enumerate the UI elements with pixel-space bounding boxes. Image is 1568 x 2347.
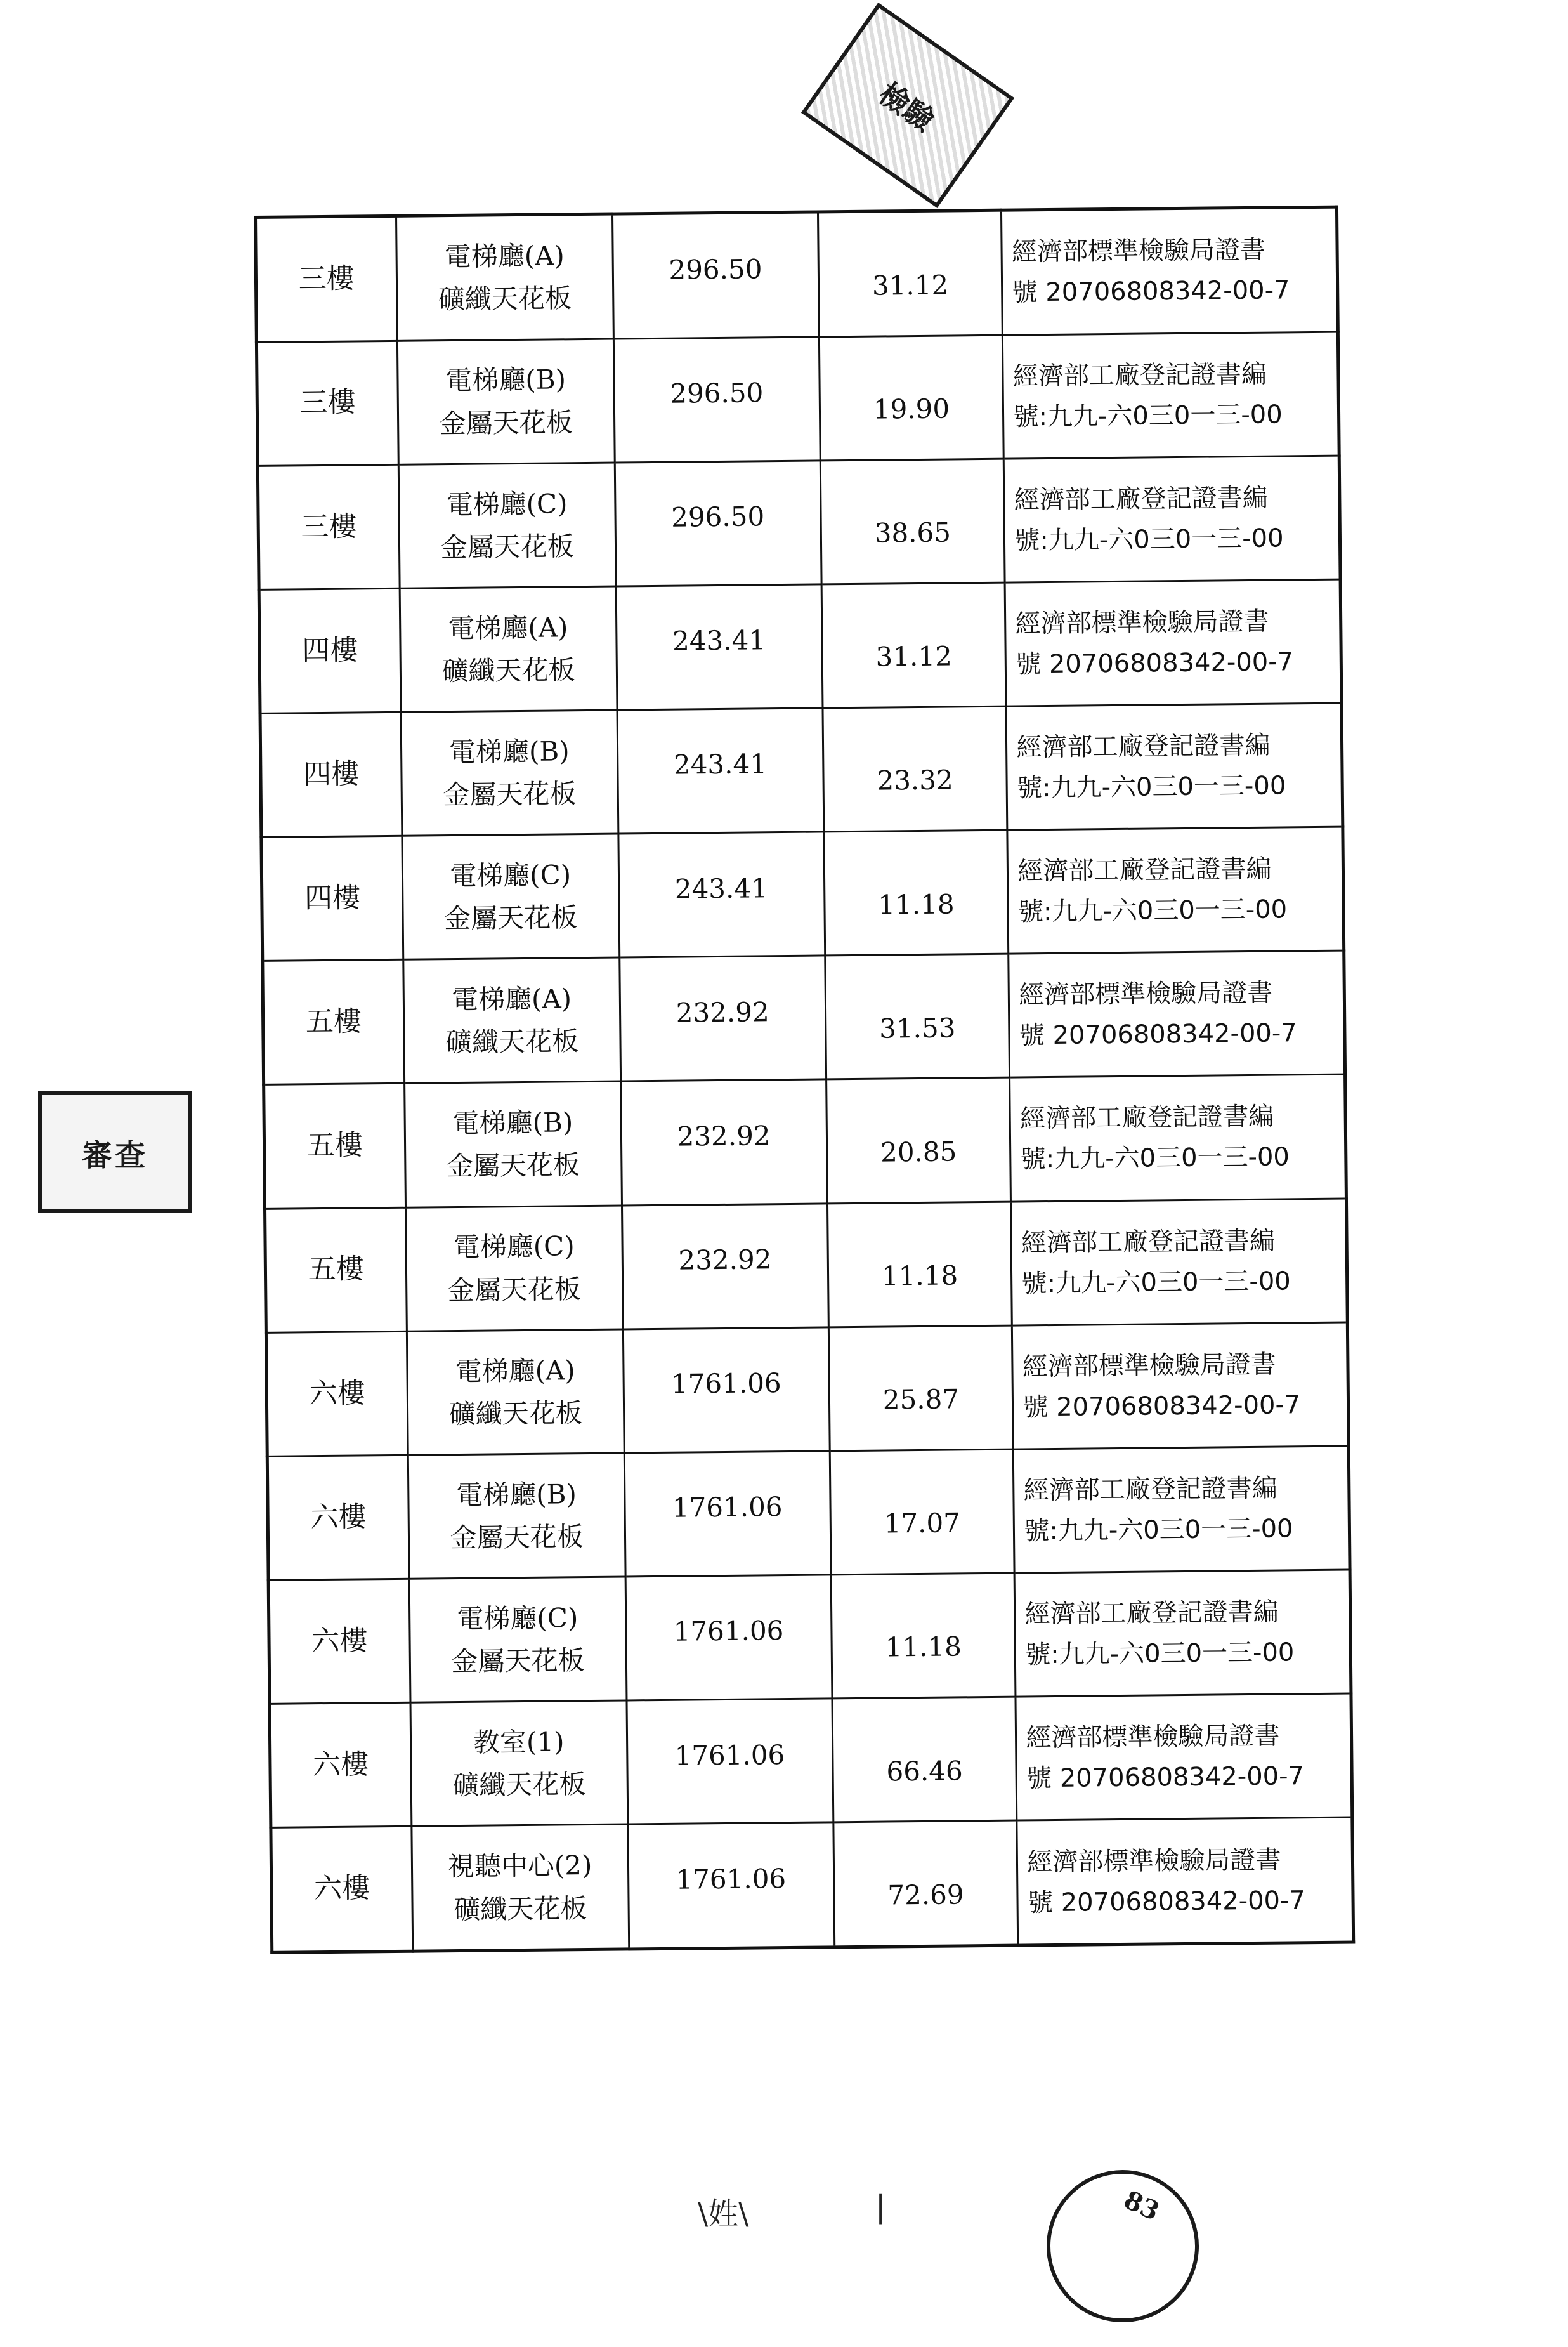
location-label: 電梯廳(B) xyxy=(452,1107,573,1140)
certificate-line-1: 經濟部標準檢驗局證書 xyxy=(1015,607,1269,639)
value-cell xyxy=(828,1325,1014,1451)
location-label: 電梯廳(A) xyxy=(451,983,572,1016)
material-label: 礦纖天花板 xyxy=(454,1892,587,1925)
value-cell xyxy=(823,830,1009,956)
floor-label: 六樓 xyxy=(313,1748,369,1782)
location-label: 電梯廳(A) xyxy=(444,240,565,273)
area-cell xyxy=(616,584,823,710)
certificate-line-2: 號:九九-六0三0一三-00 xyxy=(1021,1266,1291,1299)
floor-cell xyxy=(268,1579,410,1704)
floor-label: 四樓 xyxy=(302,634,358,667)
certificate-line-1: 經濟部工廠登記證書編 xyxy=(1014,483,1268,515)
ceiling-value: 66.46 xyxy=(886,1754,963,1787)
certificate-line-1: 經濟部工廠登記證書編 xyxy=(1021,1226,1276,1258)
material-label: 金屬天花板 xyxy=(451,1645,585,1678)
area-cell xyxy=(627,1699,833,1824)
floor-cell xyxy=(263,960,405,1085)
location-label: 電梯廳(C) xyxy=(446,487,568,520)
area-value: 1761.06 xyxy=(674,1739,785,1772)
location-label: 電梯廳(C) xyxy=(457,1602,578,1634)
material-label: 金屬天花板 xyxy=(444,902,578,935)
value-cell xyxy=(825,954,1010,1079)
location-cell xyxy=(402,834,620,959)
certificate-cell xyxy=(1006,703,1342,830)
approval-stamp-bottom xyxy=(1022,2145,1224,2347)
location-cell xyxy=(396,214,613,341)
certificate-line-2: 號:九九-六0三0一三-00 xyxy=(1024,1514,1293,1546)
certificate-cell xyxy=(1002,207,1338,335)
area-cell xyxy=(628,1822,835,1949)
location-cell xyxy=(410,1700,628,1826)
certificate-line-2: 號:九九-六0三0一三-00 xyxy=(1017,895,1288,927)
area-cell xyxy=(620,1079,827,1205)
table-row xyxy=(264,1074,1347,1208)
floor-cell xyxy=(271,1826,413,1952)
certificate-line-2: 號:九九-六0三0一三-00 xyxy=(1020,1142,1290,1174)
approval-stamp-left xyxy=(38,1091,192,1213)
area-value: 243.41 xyxy=(673,748,768,781)
certificate-line-2: 號 20706808342-00-7 xyxy=(1022,1390,1301,1423)
area-value: 296.50 xyxy=(670,377,764,409)
value-cell xyxy=(819,335,1004,461)
material-label: 礦纖天花板 xyxy=(441,654,575,687)
value-cell xyxy=(823,706,1008,832)
certificate-line-1: 經濟部標準檢驗局證書 xyxy=(1026,1721,1280,1753)
ceiling-value: 72.69 xyxy=(887,1879,964,1911)
area-cell xyxy=(613,337,820,463)
floor-label: 四樓 xyxy=(303,758,360,791)
stamp-top-text: 檢驗 xyxy=(873,76,941,138)
floor-cell xyxy=(258,464,400,589)
location-label: 電梯廳(B) xyxy=(445,364,566,397)
location-label: 電梯廳(A) xyxy=(448,611,568,644)
location-label: 電梯廳(B) xyxy=(455,1478,577,1511)
floor-label: 五樓 xyxy=(308,1252,365,1286)
stamp-left-text: 審查 xyxy=(81,1137,148,1173)
location-cell xyxy=(400,586,617,712)
certificate-line-1: 經濟部工廠登記證書編 xyxy=(1024,1597,1279,1629)
ceiling-value: 11.18 xyxy=(878,888,955,921)
certificate-line-1: 經濟部工廠登記證書編 xyxy=(1012,359,1267,391)
ceiling-value: 38.65 xyxy=(874,516,951,549)
floor-label: 五樓 xyxy=(306,1129,363,1162)
certificate-line-2: 號 20706808342-00-7 xyxy=(1027,1885,1306,1918)
value-cell xyxy=(826,1078,1011,1204)
material-label: 金屬天花板 xyxy=(450,1520,584,1554)
location-cell xyxy=(403,957,620,1083)
material-label: 礦纖天花板 xyxy=(438,282,572,315)
area-cell xyxy=(623,1327,830,1453)
floor-label: 六樓 xyxy=(310,1501,367,1534)
floor-cell xyxy=(256,216,398,342)
certificate-cell xyxy=(1014,1446,1350,1573)
area-cell xyxy=(612,212,819,339)
ceiling-material-table-wrapper xyxy=(254,206,1355,1954)
location-cell xyxy=(398,463,616,588)
table-row xyxy=(260,703,1343,837)
floor-cell xyxy=(267,1455,409,1580)
area-cell xyxy=(625,1575,832,1700)
material-label: 礦纖天花板 xyxy=(445,1025,579,1058)
material-label: 金屬天花板 xyxy=(443,778,577,811)
area-value: 1761.06 xyxy=(673,1615,784,1648)
area-cell xyxy=(615,461,821,586)
material-label: 金屬天花板 xyxy=(446,1149,580,1182)
certificate-line-1: 經濟部工廠登記證書編 xyxy=(1016,730,1271,763)
certificate-cell xyxy=(1007,827,1343,954)
value-cell xyxy=(827,1202,1012,1327)
ceiling-value: 11.18 xyxy=(881,1259,958,1292)
certificate-line-1: 經濟部標準檢驗局證書 xyxy=(1027,1845,1281,1877)
table-row xyxy=(263,950,1345,1084)
ceiling-material-table xyxy=(254,206,1355,1954)
area-value: 243.41 xyxy=(674,872,769,905)
table-row xyxy=(266,1322,1349,1456)
certificate-line-1: 經濟部工廠登記證書編 xyxy=(1017,854,1272,886)
area-cell xyxy=(619,956,826,1081)
certificate-line-2: 號 20706808342-00-7 xyxy=(1026,1761,1305,1794)
certificate-line-2: 號:九九-六0三0一三-00 xyxy=(1014,523,1284,556)
area-value: 232.92 xyxy=(677,1120,771,1152)
location-label: 電梯廳(C) xyxy=(449,859,572,892)
value-cell xyxy=(820,459,1005,584)
ceiling-value: 23.32 xyxy=(877,764,953,797)
floor-label: 六樓 xyxy=(313,1872,370,1905)
material-label: 金屬天花板 xyxy=(440,530,574,563)
certificate-cell xyxy=(1011,1199,1347,1325)
location-cell xyxy=(401,710,618,836)
location-cell xyxy=(407,1329,624,1455)
location-cell xyxy=(404,1081,622,1207)
certificate-cell xyxy=(1017,1817,1353,1945)
floor-label: 六樓 xyxy=(309,1376,365,1410)
value-cell xyxy=(831,1573,1016,1699)
certificate-cell xyxy=(1012,1322,1349,1449)
certificate-line-1: 經濟部標準檢驗局證書 xyxy=(1019,978,1273,1010)
location-label: 電梯廳(B) xyxy=(448,735,570,768)
table-row xyxy=(265,1199,1348,1332)
location-cell xyxy=(408,1453,625,1579)
material-label: 金屬天花板 xyxy=(439,406,573,439)
area-value: 1761.06 xyxy=(672,1491,783,1524)
stamp-bottom-text: 83 xyxy=(1119,2185,1164,2227)
table-row xyxy=(261,827,1344,961)
certificate-line-2: 號:九九-六0三0一三-00 xyxy=(1013,400,1283,432)
value-cell xyxy=(832,1697,1017,1822)
area-value: 296.50 xyxy=(670,501,765,533)
area-value: 243.41 xyxy=(672,624,766,657)
certificate-line-1: 經濟部標準檢驗局證書 xyxy=(1011,235,1266,267)
ceiling-value: 31.12 xyxy=(875,640,953,673)
certificate-cell xyxy=(1015,1570,1351,1697)
table-row xyxy=(268,1570,1351,1704)
certificate-line-2: 號:九九-六0三0一三-00 xyxy=(1025,1638,1295,1670)
floor-cell xyxy=(265,1207,407,1332)
certificate-line-2: 號 20706808342-00-7 xyxy=(1016,647,1294,680)
ceiling-value: 17.07 xyxy=(884,1507,961,1539)
table-row xyxy=(258,456,1340,589)
material-label: 礦纖天花板 xyxy=(448,1397,583,1430)
location-label: 電梯廳(C) xyxy=(453,1230,575,1263)
value-cell xyxy=(821,582,1007,708)
value-cell xyxy=(833,1820,1018,1947)
area-value: 232.92 xyxy=(676,996,769,1029)
ceiling-value: 25.87 xyxy=(882,1383,960,1416)
floor-cell xyxy=(270,1702,412,1827)
floor-label: 三樓 xyxy=(301,510,357,543)
certificate-line-2: 號 20706808342-00-7 xyxy=(1012,275,1290,308)
material-label: 礦纖天花板 xyxy=(452,1768,586,1801)
floor-cell xyxy=(261,836,403,961)
certificate-cell xyxy=(1010,1074,1346,1201)
bottom-mark: | xyxy=(875,2189,886,2225)
ceiling-value: 20.85 xyxy=(880,1136,957,1168)
area-cell xyxy=(624,1451,831,1577)
ceiling-value: 11.18 xyxy=(885,1631,962,1663)
certificate-cell xyxy=(1009,950,1345,1077)
location-cell xyxy=(409,1577,627,1702)
value-cell xyxy=(830,1449,1015,1575)
table-row xyxy=(256,332,1339,466)
certificate-line-2: 號 20706808342-00-7 xyxy=(1019,1018,1297,1051)
table-row xyxy=(270,1693,1352,1827)
floor-cell xyxy=(256,341,398,466)
material-label: 金屬天花板 xyxy=(447,1273,582,1306)
floor-label: 四樓 xyxy=(304,881,361,915)
ceiling-value: 31.53 xyxy=(879,1012,956,1044)
floor-cell xyxy=(260,712,402,837)
certificate-cell xyxy=(1003,332,1339,459)
certificate-line-1: 經濟部工廠登記證書編 xyxy=(1019,1102,1274,1134)
floor-label: 三樓 xyxy=(299,386,356,419)
floor-label: 六樓 xyxy=(311,1624,368,1658)
bottom-handwritten-mark: \姓\ xyxy=(698,2196,749,2232)
value-cell xyxy=(818,210,1003,336)
area-cell xyxy=(618,832,825,957)
area-value: 296.50 xyxy=(669,253,762,286)
certificate-line-2: 號:九九-六0三0一三-00 xyxy=(1016,771,1286,803)
certificate-line-1: 經濟部工廠登記證書編 xyxy=(1023,1473,1277,1506)
ceiling-value: 31.12 xyxy=(872,269,949,301)
area-value: 1761.06 xyxy=(676,1863,787,1895)
location-cell xyxy=(412,1824,629,1951)
table-row xyxy=(267,1446,1350,1580)
approval-stamp-top xyxy=(801,3,1014,208)
ceiling-value: 19.90 xyxy=(873,393,950,425)
floor-cell xyxy=(266,1331,408,1456)
location-label: 視聽中心(2) xyxy=(447,1850,592,1883)
floor-label: 三樓 xyxy=(298,262,355,296)
area-cell xyxy=(617,708,824,834)
location-label: 教室(1) xyxy=(473,1726,565,1758)
floor-label: 五樓 xyxy=(305,1005,362,1039)
location-cell xyxy=(405,1206,623,1331)
location-label: 電梯廳(A) xyxy=(455,1354,575,1387)
location-cell xyxy=(397,339,615,464)
table-body xyxy=(256,207,1354,1952)
certificate-cell xyxy=(1016,1693,1352,1820)
certificate-line-1: 經濟部標準檢驗局證書 xyxy=(1022,1350,1277,1382)
table-row xyxy=(259,579,1342,713)
floor-cell xyxy=(264,1084,406,1209)
floor-cell xyxy=(259,588,401,713)
area-value: 1761.06 xyxy=(670,1367,781,1400)
table-row xyxy=(256,207,1338,342)
certificate-cell xyxy=(1005,579,1342,706)
area-cell xyxy=(622,1203,828,1329)
certificate-cell xyxy=(1004,456,1340,582)
table-row xyxy=(271,1817,1354,1952)
area-value: 232.92 xyxy=(678,1244,772,1276)
